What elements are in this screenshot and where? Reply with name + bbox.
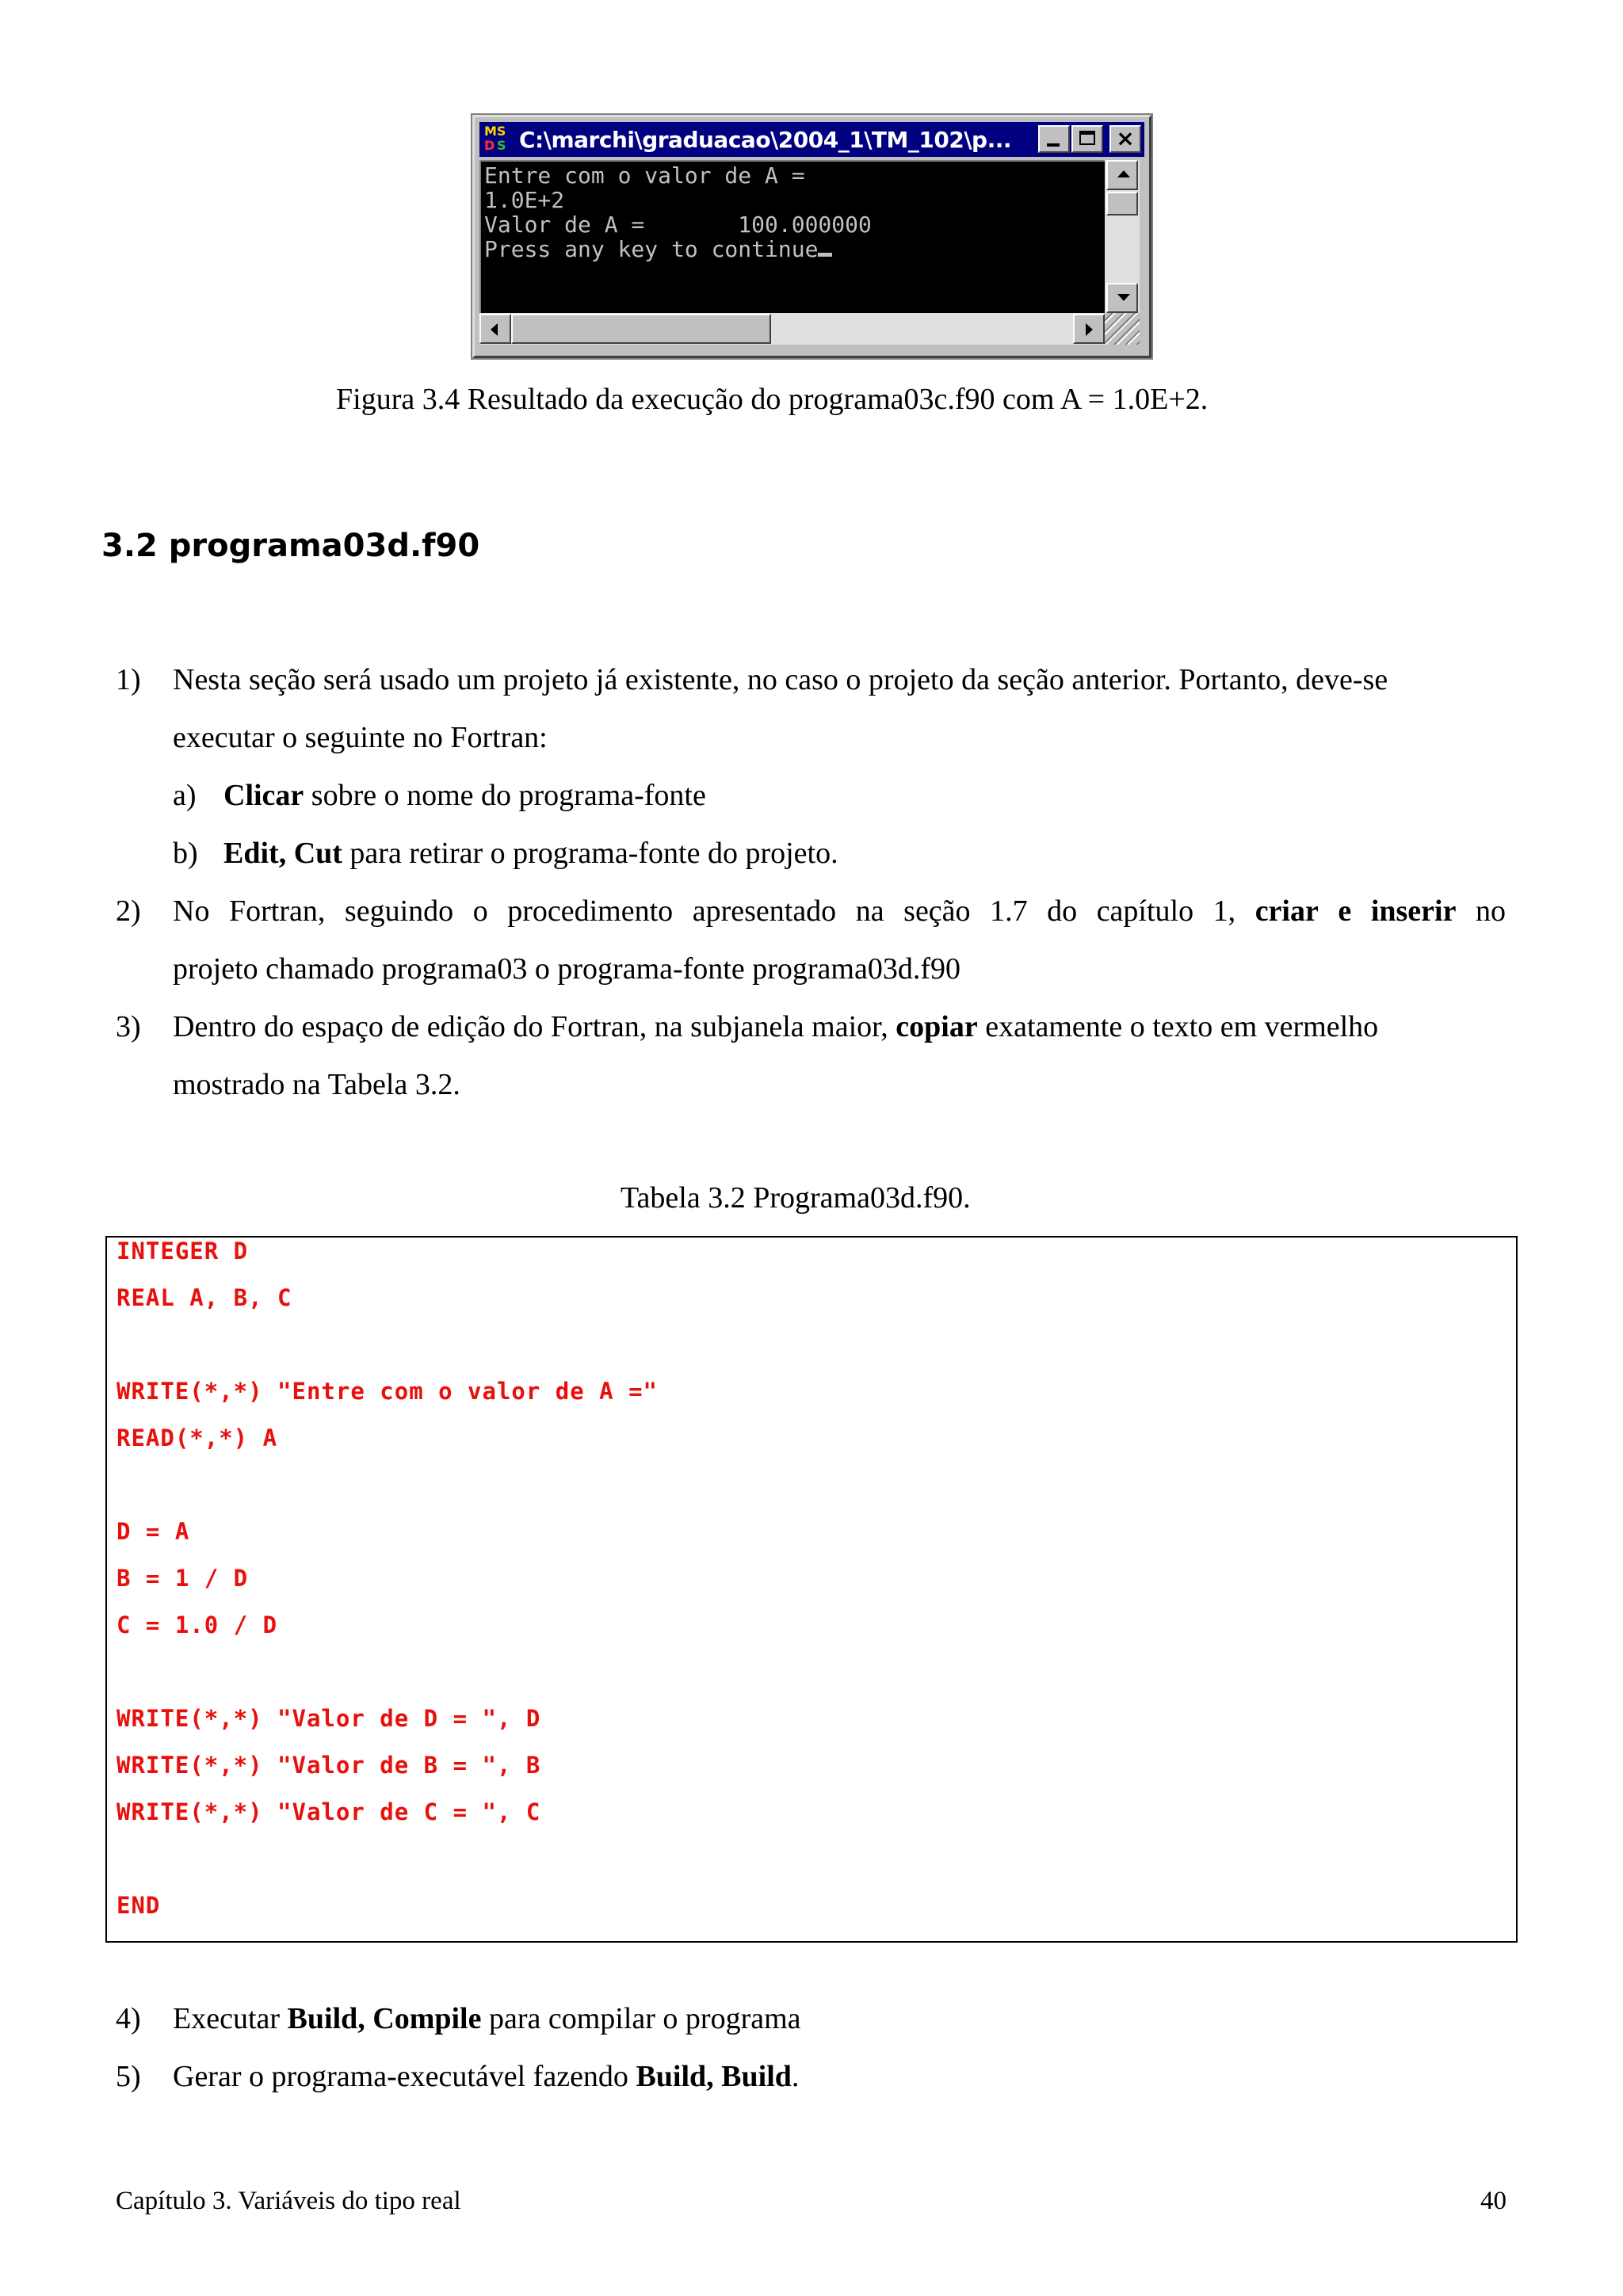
code-line: C = 1.0 / D <box>116 1611 278 1638</box>
step-3-line-2: mostrado na Tabela 3.2. <box>173 1068 460 1101</box>
maximize-icon <box>1079 131 1095 145</box>
arrow-right-icon <box>1086 323 1093 336</box>
minimize-button[interactable] <box>1038 125 1070 153</box>
step-3-bold: copiar <box>896 1010 978 1043</box>
console-line: Entre com o valor de A = <box>484 162 805 189</box>
horizontal-scroll-thumb[interactable] <box>511 314 771 344</box>
step-4-pre: Executar <box>173 2002 288 2035</box>
word: procedimento <box>507 894 674 928</box>
step-1-text-1: Nesta seção será usado um projeto já existente, no caso o projeto da seção anterior. Portanto, deve-se <box>173 663 1388 696</box>
console-title-bar[interactable] <box>479 122 1144 157</box>
bold-word: criar <box>1254 894 1319 928</box>
step-5-text <box>173 2059 799 2094</box>
arrow-left-icon <box>491 323 498 336</box>
console-prompt-text: Press any key to continue <box>484 236 819 262</box>
word: 1, <box>1212 894 1236 928</box>
console-title: C:\marchi\graduacao\2004_1\TM_102\p... <box>519 126 1012 153</box>
code-line: READ(*,*) A <box>116 1425 278 1451</box>
minimize-icon <box>1047 143 1060 147</box>
step-1b-rest: para retirar o programa-fonte do projeto. <box>342 837 838 870</box>
word: seção <box>903 894 971 928</box>
word: Fortran, <box>229 894 326 928</box>
window-controls <box>1038 125 1141 153</box>
step-1a-bold: Clicar <box>223 779 304 812</box>
vertical-scrollbar[interactable] <box>1105 160 1140 313</box>
text-cursor <box>818 253 832 257</box>
step-2-number: 2) <box>116 894 141 928</box>
word: no <box>1476 894 1506 928</box>
code-table <box>105 1236 1518 1943</box>
step-3-number: 3) <box>116 1010 141 1043</box>
word: o <box>472 894 488 928</box>
step-3-post: exatamente o texto em vermelho <box>977 1010 1379 1043</box>
footer-chapter: Capítulo 3. Variáveis do tipo real <box>116 2187 461 2215</box>
step-5-pre: Gerar o programa-executável fazendo <box>173 2060 636 2093</box>
step-4-text <box>173 2001 801 2036</box>
bold-word: inserir <box>1370 894 1457 928</box>
step-1-line-2: executar o seguinte no Fortran: <box>173 721 548 754</box>
code-line: WRITE(*,*) "Valor de D = ", D <box>116 1705 541 1732</box>
maximize-button[interactable] <box>1071 125 1103 153</box>
step-1-line-1 <box>173 662 1504 697</box>
step-1b-letter: b) <box>173 837 198 870</box>
console-line-prompt <box>484 237 1105 261</box>
table-caption: Tabela 3.2 Programa03d.f90. <box>621 1181 971 1215</box>
section-title: 3.2 programa03d.f90 <box>101 528 480 564</box>
step-1-number: 1) <box>116 663 141 696</box>
word: do <box>1047 894 1078 928</box>
word: No <box>173 894 210 928</box>
step-1a-rest: sobre o nome do programa-fonte <box>304 779 706 812</box>
code-line: WRITE(*,*) "Valor de B = ", B <box>116 1752 541 1779</box>
scroll-up-button[interactable] <box>1106 160 1138 190</box>
step-4-post: para compilar o programa <box>481 2002 801 2035</box>
code-line: INTEGER D <box>116 1238 249 1264</box>
figure-caption: Figura 3.4 Resultado da execução do programa03c.f90 com A = 1.0E+2. <box>336 383 1209 416</box>
step-1a-letter: a) <box>173 779 197 812</box>
step-5-number: 5) <box>116 2060 141 2093</box>
console-window <box>472 115 1151 358</box>
console-line: 1.0E+2 <box>484 187 565 213</box>
word: 1.7 <box>990 894 1028 928</box>
console-output[interactable] <box>479 160 1105 313</box>
step-2-line-1 <box>173 894 1506 929</box>
vertical-scroll-thumb[interactable] <box>1106 192 1138 215</box>
scroll-left-button[interactable] <box>479 314 511 344</box>
word: na <box>855 894 884 928</box>
bold-word: e <box>1338 894 1352 928</box>
step-5-bold: Build, Build <box>636 2060 792 2093</box>
word: seguindo <box>344 894 454 928</box>
scroll-right-button[interactable] <box>1073 314 1105 344</box>
step-5-post: . <box>791 2060 800 2093</box>
word: apresentado <box>692 894 837 928</box>
arrow-down-icon <box>1117 294 1130 301</box>
code-line: REAL A, B, C <box>116 1284 292 1311</box>
step-1b-bold: Edit, Cut <box>223 837 342 870</box>
code-line: WRITE(*,*) "Entre com o valor de A =" <box>116 1378 659 1405</box>
horizontal-scrollbar[interactable] <box>479 313 1105 345</box>
step-1b-text <box>223 836 838 871</box>
code-line: D = A <box>116 1518 190 1545</box>
code-line: B = 1 / D <box>116 1565 249 1592</box>
msdos-icon: MS D S <box>484 124 506 153</box>
step-4-number: 4) <box>116 2002 141 2035</box>
console-line: Valor de A = 100.000000 <box>484 212 872 238</box>
step-3-pre: Dentro do espaço de edição do Fortran, na subjanela maior, <box>173 1010 896 1043</box>
arrow-up-icon <box>1117 170 1130 177</box>
close-icon: × <box>1116 125 1135 151</box>
scroll-down-button[interactable] <box>1106 283 1138 313</box>
code-line: WRITE(*,*) "Valor de C = ", C <box>116 1798 541 1825</box>
word: capítulo <box>1096 894 1194 928</box>
code-line: END <box>116 1892 161 1919</box>
resize-grip-icon[interactable] <box>1105 313 1140 345</box>
page-number: 40 <box>1480 2187 1507 2215</box>
step-3-line-1 <box>173 1009 1378 1044</box>
step-1a-text <box>223 778 706 813</box>
close-button[interactable] <box>1109 125 1141 153</box>
step-4-bold: Build, Compile <box>287 2002 482 2035</box>
step-2-line-2: projeto chamado programa03 o programa-fonte programa03d.f90 <box>173 952 960 986</box>
